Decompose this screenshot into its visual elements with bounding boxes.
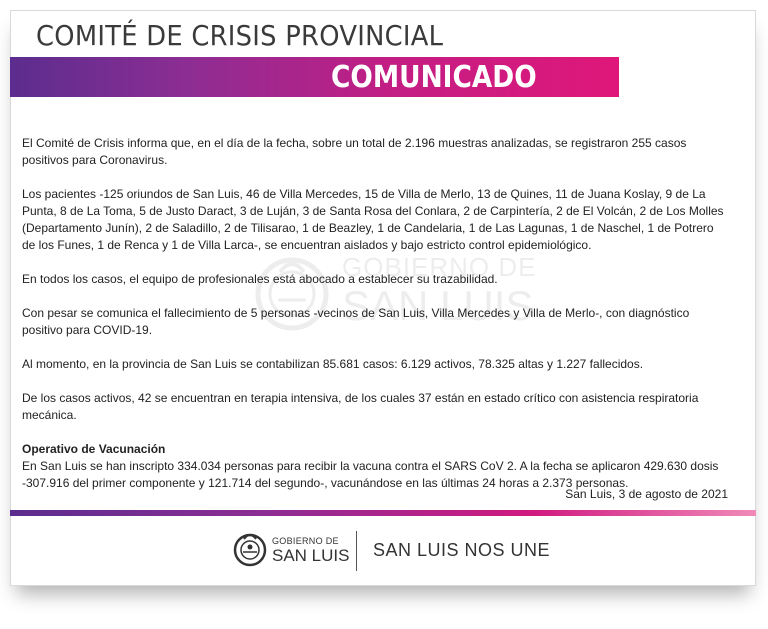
date-line: San Luis, 3 de agosto de 2021 <box>565 487 728 501</box>
bottom-gradient-bar <box>10 510 756 516</box>
paragraph-vaccination: En San Luis se han inscripto 334.034 personas para recibir la vacuna contra el SARS CoV 2. A la fecha se aplicaron 429.630 dosis -307.916 del primer componente y 121.714 del segundo-, vacunándose en las últimas 24 horas a 2.373 personas. <box>22 459 719 490</box>
footer-gov-name: SAN LUIS <box>272 546 350 565</box>
paragraph-patients: Los pacientes -125 oriundos de San Luis, 46 de Villa Mercedes, 15 de Villa de Merlo, 13 de Quines, 11 de Juana Koslay, 9 de La Punta, 8 de La Toma, 5 de Justo Daract, 3 de Luján, 3 de Santa Rosa del Conlara, 2 de Carpintería, 2 de El Volcán, 2 de Los Molles (Departamento Junín), 2 de Saladillo, 2 de Tilisarao, 1 de Beazley, 1 de Candelaria, 1 de Las Lagunas, 1 de Naschel, 1 de Potrero de los Funes, 1 de Renca y 1 de Villa Larca-, se encuentran aislados y bajo estricto control epidemiológico. <box>22 187 724 252</box>
paragraph-traceability: En todos los casos, el equipo de profesionales está abocado a establecer su trazabilidad. <box>22 272 498 286</box>
footer-slogan: SAN LUIS NOS UNE <box>373 540 551 560</box>
paragraph-tests: El Comité de Crisis informa que, en el día de la fecha, sobre un total de 2.196 muestras analizadas, se registraron 255 casos positivos para Coronavirus. <box>22 136 687 167</box>
footer-divider <box>356 531 357 571</box>
page-title: COMITÉ DE CRISIS PROVINCIAL <box>36 19 444 52</box>
paragraph-deaths: Con pesar se comunica el fallecimiento de 5 personas -vecinos de San Luis, Villa Mercedes y Villa de Merlo-, con diagnóstico positivo para COVID-19. <box>22 306 690 337</box>
banner-label: COMUNICADO <box>331 60 537 95</box>
paragraph-totals: Al momento, en la provincia de San Luis se contabilizan 85.681 casos: 6.129 activos, 78.325 altas y 1.227 fallecidos. <box>22 357 644 371</box>
watermark-line2: SAN LUIS <box>342 282 534 329</box>
paragraph-intensive-care: De los casos activos, 42 se encuentran en terapia intensiva, de los cuales 37 están en estado crítico con asistencia respiratoria mecánica. <box>22 391 699 422</box>
communique-body <box>22 135 730 492</box>
watermark-line1: GOBIERNO DE <box>342 252 537 282</box>
provincial-seal-icon <box>232 530 268 568</box>
communique-banner <box>10 57 619 97</box>
footer-gov-label: GOBIERNO DE <box>272 536 339 546</box>
vaccination-heading: Operativo de Vacunación <box>22 442 166 456</box>
